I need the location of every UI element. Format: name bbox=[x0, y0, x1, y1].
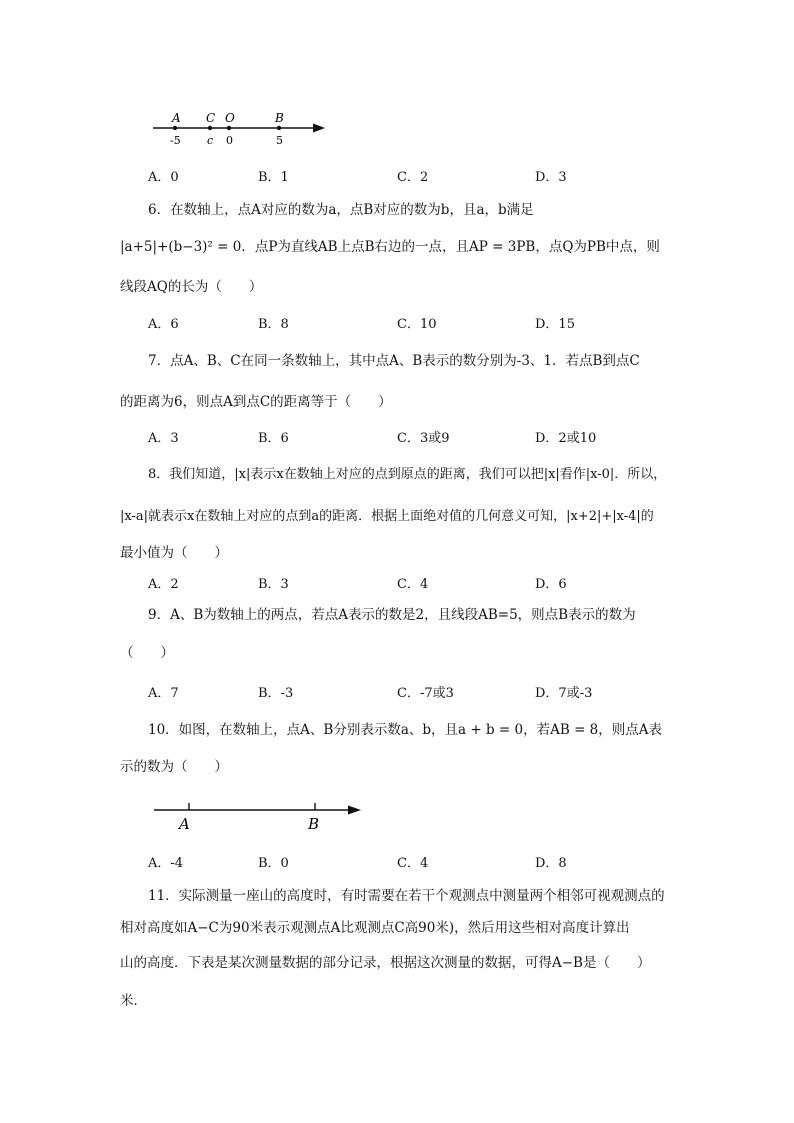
q8-line-1: 8．我们知道，|x|表示x在数轴上对应的点到原点的距离，我们可以把|x|看作|x-0|．所以， bbox=[148, 467, 667, 482]
number-line-figure-1 bbox=[145, 108, 335, 150]
point-a-label: A bbox=[172, 111, 181, 125]
point-a-value: -5 bbox=[170, 134, 181, 147]
q8-option-d[interactable]: D．6 bbox=[535, 577, 567, 592]
q8-option-a[interactable]: A．2 bbox=[148, 577, 179, 592]
q7-option-a[interactable]: A．3 bbox=[148, 431, 179, 446]
point-o-dot bbox=[227, 126, 231, 130]
q11-line-4: 米． bbox=[120, 993, 147, 1009]
point-a-dot bbox=[173, 126, 177, 130]
point-o-value: 0 bbox=[226, 134, 233, 147]
q8-option-b[interactable]: B．3 bbox=[258, 577, 289, 592]
point-b-label: B bbox=[308, 815, 320, 833]
q6-line-3: 线段AQ的长为（ ） bbox=[120, 279, 263, 295]
q11-line-3: 山的高度．下表是某次测量数据的部分记录，根据这次测量的数据，可得A−B是（ ） bbox=[120, 955, 651, 971]
q10-option-a[interactable]: A．-4 bbox=[148, 856, 184, 871]
q5-option-b[interactable]: B．1 bbox=[258, 170, 289, 185]
q6-line-2: |a+5|+(b−3)² = 0．点P为直线AB上点B右边的一点，且AP = 3PB，点Q为PB中点，则 bbox=[120, 239, 660, 255]
q5-option-a[interactable]: A．0 bbox=[148, 170, 179, 185]
q9-option-a[interactable]: A．7 bbox=[148, 686, 179, 701]
q11-line-2: 相对高度如A−C为90米表示观测点A比观测点C高90米)，然后用这些相对高度计算出 bbox=[120, 920, 630, 936]
q7-option-c[interactable]: C．3或9 bbox=[397, 431, 450, 446]
q7-line-2: 的距离为6，则点A到点C的距离等于（ ） bbox=[120, 394, 392, 410]
q10-line-1: 10．如图，在数轴上，点A、B分别表示数a、b，且a + b = 0，若AB = 8，则点A表 bbox=[148, 722, 663, 738]
q10-option-c[interactable]: C．4 bbox=[397, 856, 429, 871]
q11-line-1: 11．实际测量一座山的高度时，有时需要在若干个观测点中测量两个相邻可视观测点的 bbox=[148, 888, 665, 904]
point-o-label: O bbox=[225, 111, 235, 125]
q9-option-d[interactable]: D．7或-3 bbox=[535, 686, 593, 701]
q6-option-a[interactable]: A．6 bbox=[148, 317, 179, 332]
number-line-arrow bbox=[313, 124, 325, 133]
point-b-value: 5 bbox=[276, 134, 283, 147]
q9-line-2: （ ） bbox=[120, 645, 174, 661]
point-b-dot bbox=[277, 126, 281, 130]
number-line-arrow bbox=[348, 806, 361, 815]
q7-option-b[interactable]: B．6 bbox=[258, 431, 289, 446]
q6-line-1: 6．在数轴上，点A对应的数为a，点B对应的数为b，且a，b满足 bbox=[148, 202, 534, 218]
point-c-dot bbox=[208, 126, 212, 130]
q7-option-d[interactable]: D．2或10 bbox=[535, 431, 597, 446]
q6-option-d[interactable]: D．15 bbox=[535, 317, 575, 332]
q8-option-c[interactable]: C．4 bbox=[397, 577, 429, 592]
point-b-label: B bbox=[275, 111, 284, 125]
q10-option-d[interactable]: D．8 bbox=[535, 856, 567, 871]
q6-option-b[interactable]: B．8 bbox=[258, 317, 289, 332]
point-c-label: C bbox=[206, 111, 216, 125]
q10-option-b[interactable]: B．0 bbox=[258, 856, 289, 871]
point-a-label: A bbox=[179, 815, 190, 833]
q10-line-2: 示的数为（ ） bbox=[120, 759, 228, 775]
q9-line-1: 9．A、B为数轴上的两点，若点A表示的数是2，且线段AB=5，则点B表示的数为 bbox=[148, 607, 636, 623]
point-c-value: c bbox=[207, 134, 214, 147]
q8-line-3: 最小值为（ ） bbox=[120, 545, 228, 561]
number-line-figure-2 bbox=[148, 796, 368, 836]
q9-option-b[interactable]: B．-3 bbox=[258, 686, 294, 701]
q7-line-1: 7．点A、B、C在同一条数轴上，其中点A、B表示的数分别为-3、1．若点B到点C bbox=[148, 353, 640, 369]
q8-line-2: |x-a|就表示x在数轴上对应的点到a的距离．根据上面绝对值的几何意义可知，|x+2|+|x-4|的 bbox=[120, 509, 654, 524]
q5-option-d[interactable]: D．3 bbox=[535, 170, 567, 185]
q6-option-c[interactable]: C．10 bbox=[397, 317, 437, 332]
q9-option-c[interactable]: C．-7或3 bbox=[397, 686, 454, 701]
q5-option-c[interactable]: C．2 bbox=[397, 170, 429, 185]
